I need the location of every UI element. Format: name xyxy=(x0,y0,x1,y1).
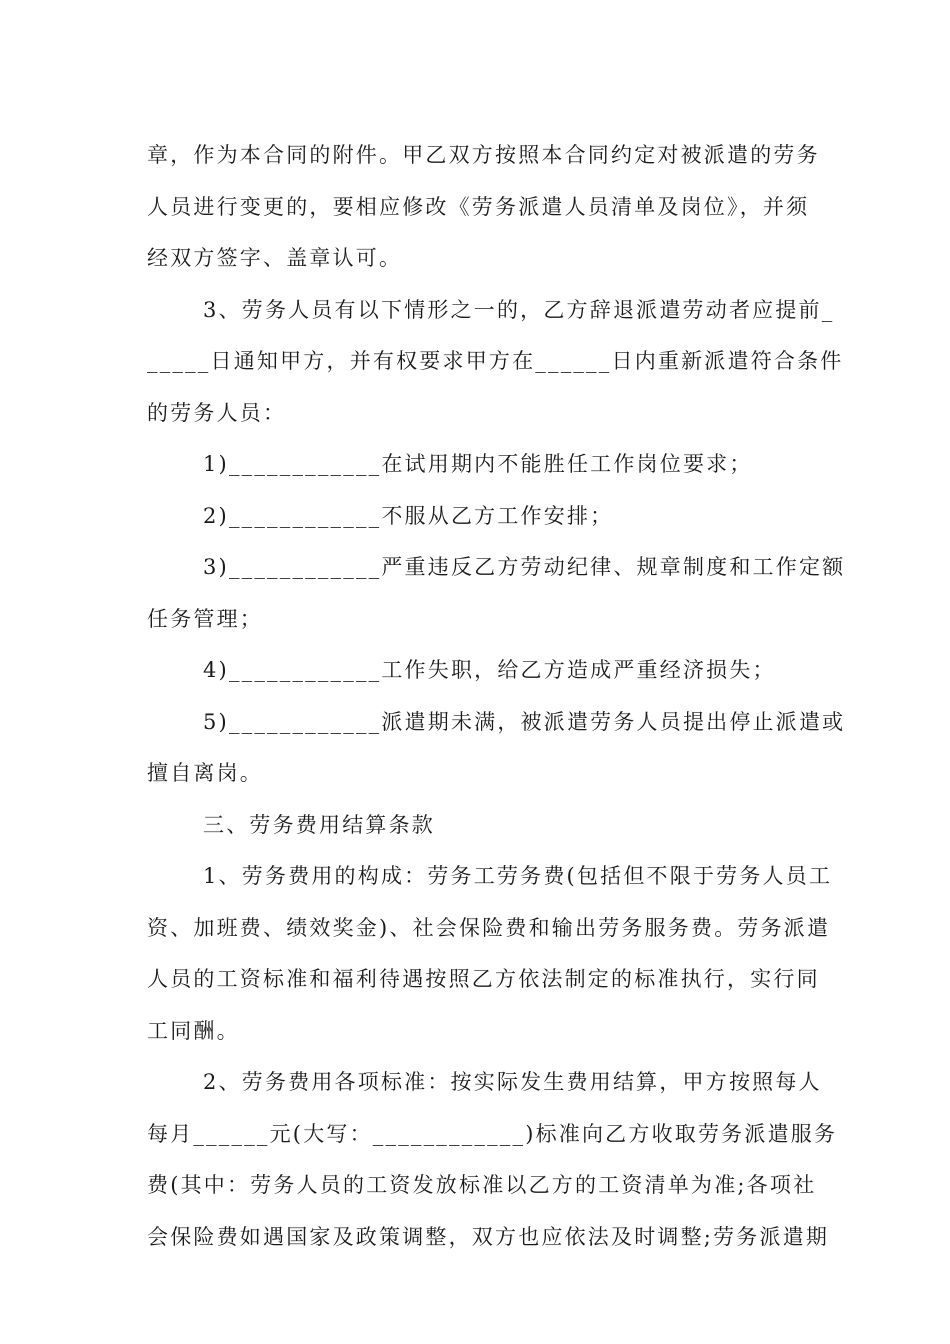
text-line: 工同酬。 xyxy=(147,1018,240,1043)
document-body xyxy=(147,130,846,1263)
clause-2-start: 2、劳务费用各项标准：按实际发生费用结算，甲方按照每人 xyxy=(203,1070,822,1094)
text-line: 章，作为本合同的附件。甲乙双方按照本合同约定对被派遣的劳务 xyxy=(147,143,820,167)
list-item-3: 3)____________严重违反乙方劳动纪律、规章制度和工作定额 xyxy=(203,555,846,579)
list-item-4: 4)____________工作失职，给乙方造成严重经济损失； xyxy=(203,658,776,682)
text-line: 的劳务人员： xyxy=(147,400,287,425)
text-line: _____日通知甲方，并有权要求甲方在______日内重新派遣符合条件 xyxy=(147,349,844,373)
text-line: 资、加班费、绩效奖金)、社会保险费和输出劳务服务费。劳务派遣 xyxy=(147,915,831,940)
list-item-2: 2)____________不服从乙方工作安排； xyxy=(203,503,614,528)
text-line: 人员进行变更的，要相应修改《劳务派遣人员清单及岗位》，并须 xyxy=(147,194,810,219)
clause-3-start: 3、劳务人员有以下情形之一的，乙方辞退派遣劳动者应提前_ xyxy=(203,297,835,322)
text-line: 经双方签字、盖章认可。 xyxy=(147,246,403,270)
text-line: 任务管理； xyxy=(147,606,263,631)
text-line: 人员的工资标准和福利待遇按照乙方依法制定的标准执行，实行同 xyxy=(147,967,820,991)
text-line: 每月______元(大写：____________)标准向乙方收取劳务派遣服务 xyxy=(147,1121,838,1146)
section-heading: 三、劳务费用结算条款 xyxy=(203,812,435,837)
text-line: 会保险费如遇国家及政策调整，双方也应依法及时调整;劳务派遣期 xyxy=(147,1224,830,1249)
list-item-1: 1)____________在试用期内不能胜任工作岗位要求； xyxy=(203,452,753,476)
text-line: 费(其中：劳务人员的工资发放标准以乙方的工资清单为准;各项社 xyxy=(147,1173,817,1197)
text-line: 擅自离岗。 xyxy=(147,761,263,785)
list-item-5: 5)____________派遣期未满，被派遣劳务人员提出停止派遣或 xyxy=(203,709,846,734)
clause-1-start: 1、劳务费用的构成：劳务工劳务费(包括但不限于劳务人员工 xyxy=(203,864,833,888)
